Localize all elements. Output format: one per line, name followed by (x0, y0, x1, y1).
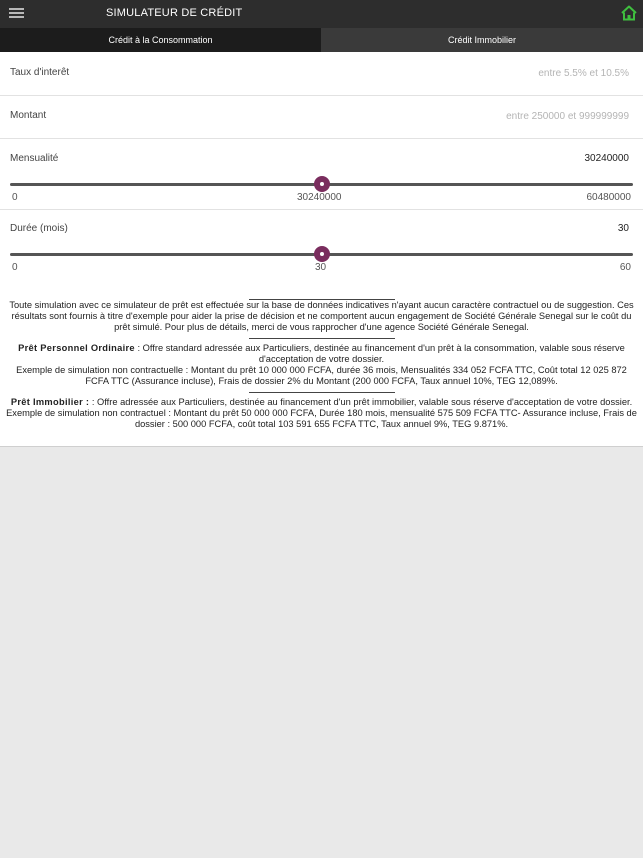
immo-title: Prêt Immobilier : (10, 397, 90, 407)
immo-text: : Offre adressée aux Particuliers, destinée au financement d'un prêt immobilier, valable sous réserve d'acceptation de votre dossier. (89, 397, 633, 407)
top-bar (0, 0, 643, 28)
divider (0, 138, 643, 139)
immo-example: Exemple de simulation non contractuel : Montant du prêt 50 000 000 FCFA, Durée 180 mois, mensualité 575 509 FCFA TTC- Assurance incluse, Frais de dossier : 500 000 FCFA, coût total 103 591 655 FCFA TTC, Taux annuel 9%, TEG 9.871%. (6, 408, 637, 429)
mensualite-min-label: 0 (12, 192, 18, 203)
legal-divider (249, 338, 395, 339)
ppo-example: Exemple de simulation non contractuelle : Montant du prêt 10 000 000 FCFA, durée 36 mois, Mensualités 334 052 FCFA TTC, Coût total 12 025 872 FCFA TTC (Assurance incluse), Frais de dossier 2% du Montant (200 000 FCFA, Taux annuel 10%, TEG 12,089%. (16, 365, 627, 386)
duree-mid-label: 30 (315, 262, 327, 273)
ppo-text: : Offre standard adressée aux Particuliers, destinée au financement d'un prêt à la consommation, valable sous réserve d'acceptation de votre dossier. (134, 343, 625, 364)
mensualite-label: Mensualité (10, 153, 59, 164)
immo-paragraph (4, 397, 639, 408)
legal-divider (249, 392, 395, 393)
hamburger-icon[interactable] (9, 8, 24, 19)
montant-input[interactable]: entre 250000 et 999999999 (506, 111, 629, 122)
legal-disclaimer (4, 299, 639, 430)
ppo-paragraph (4, 343, 639, 365)
taux-label: Taux d'interêt (10, 67, 70, 78)
montant-label: Montant (10, 110, 47, 121)
tab-credit-immobilier[interactable]: Crédit Immobilier (321, 28, 643, 52)
duree-max-label: 60 (619, 262, 631, 273)
tab-credit-consommation[interactable]: Crédit à la Consommation (0, 28, 321, 52)
montant-field[interactable] (0, 96, 643, 138)
mensualite-slider-thumb[interactable] (314, 176, 330, 192)
legal-intro: Toute simulation avec ce simulateur de prêt est effectuée sur la base de données indicatives n'ayant aucun caractère contractuel ou de suggestion. Ces résultats sont fournis à titre d'exemple pour aider la prise de décision et ne comportent aucun engagement de Société Générale Senegal sur le coût du prêt simulé. Pour plus de détails, merci de vous rapprocher d'une agence Société Générale Senegal. (9, 300, 634, 332)
mensualite-value: 30240000 (584, 153, 629, 164)
divider (0, 209, 643, 210)
mensualite-max-label: 60480000 (586, 192, 631, 203)
duree-slider-thumb[interactable] (314, 246, 330, 262)
taux-input[interactable]: entre 5.5% et 10.5% (538, 68, 629, 79)
duree-value: 30 (617, 223, 629, 234)
duree-min-label: 0 (12, 262, 18, 273)
simulator-form (0, 52, 643, 447)
taux-field[interactable] (0, 52, 643, 94)
ppo-title: Prêt Personnel Ordinaire (18, 343, 135, 353)
duree-label: Durée (mois) (10, 223, 68, 234)
app-title: SIMULATEUR DE CRÉDIT (106, 7, 243, 19)
home-icon[interactable] (620, 4, 638, 22)
mensualite-mid-label: 30240000 (297, 192, 342, 203)
tab-bar (0, 28, 643, 52)
